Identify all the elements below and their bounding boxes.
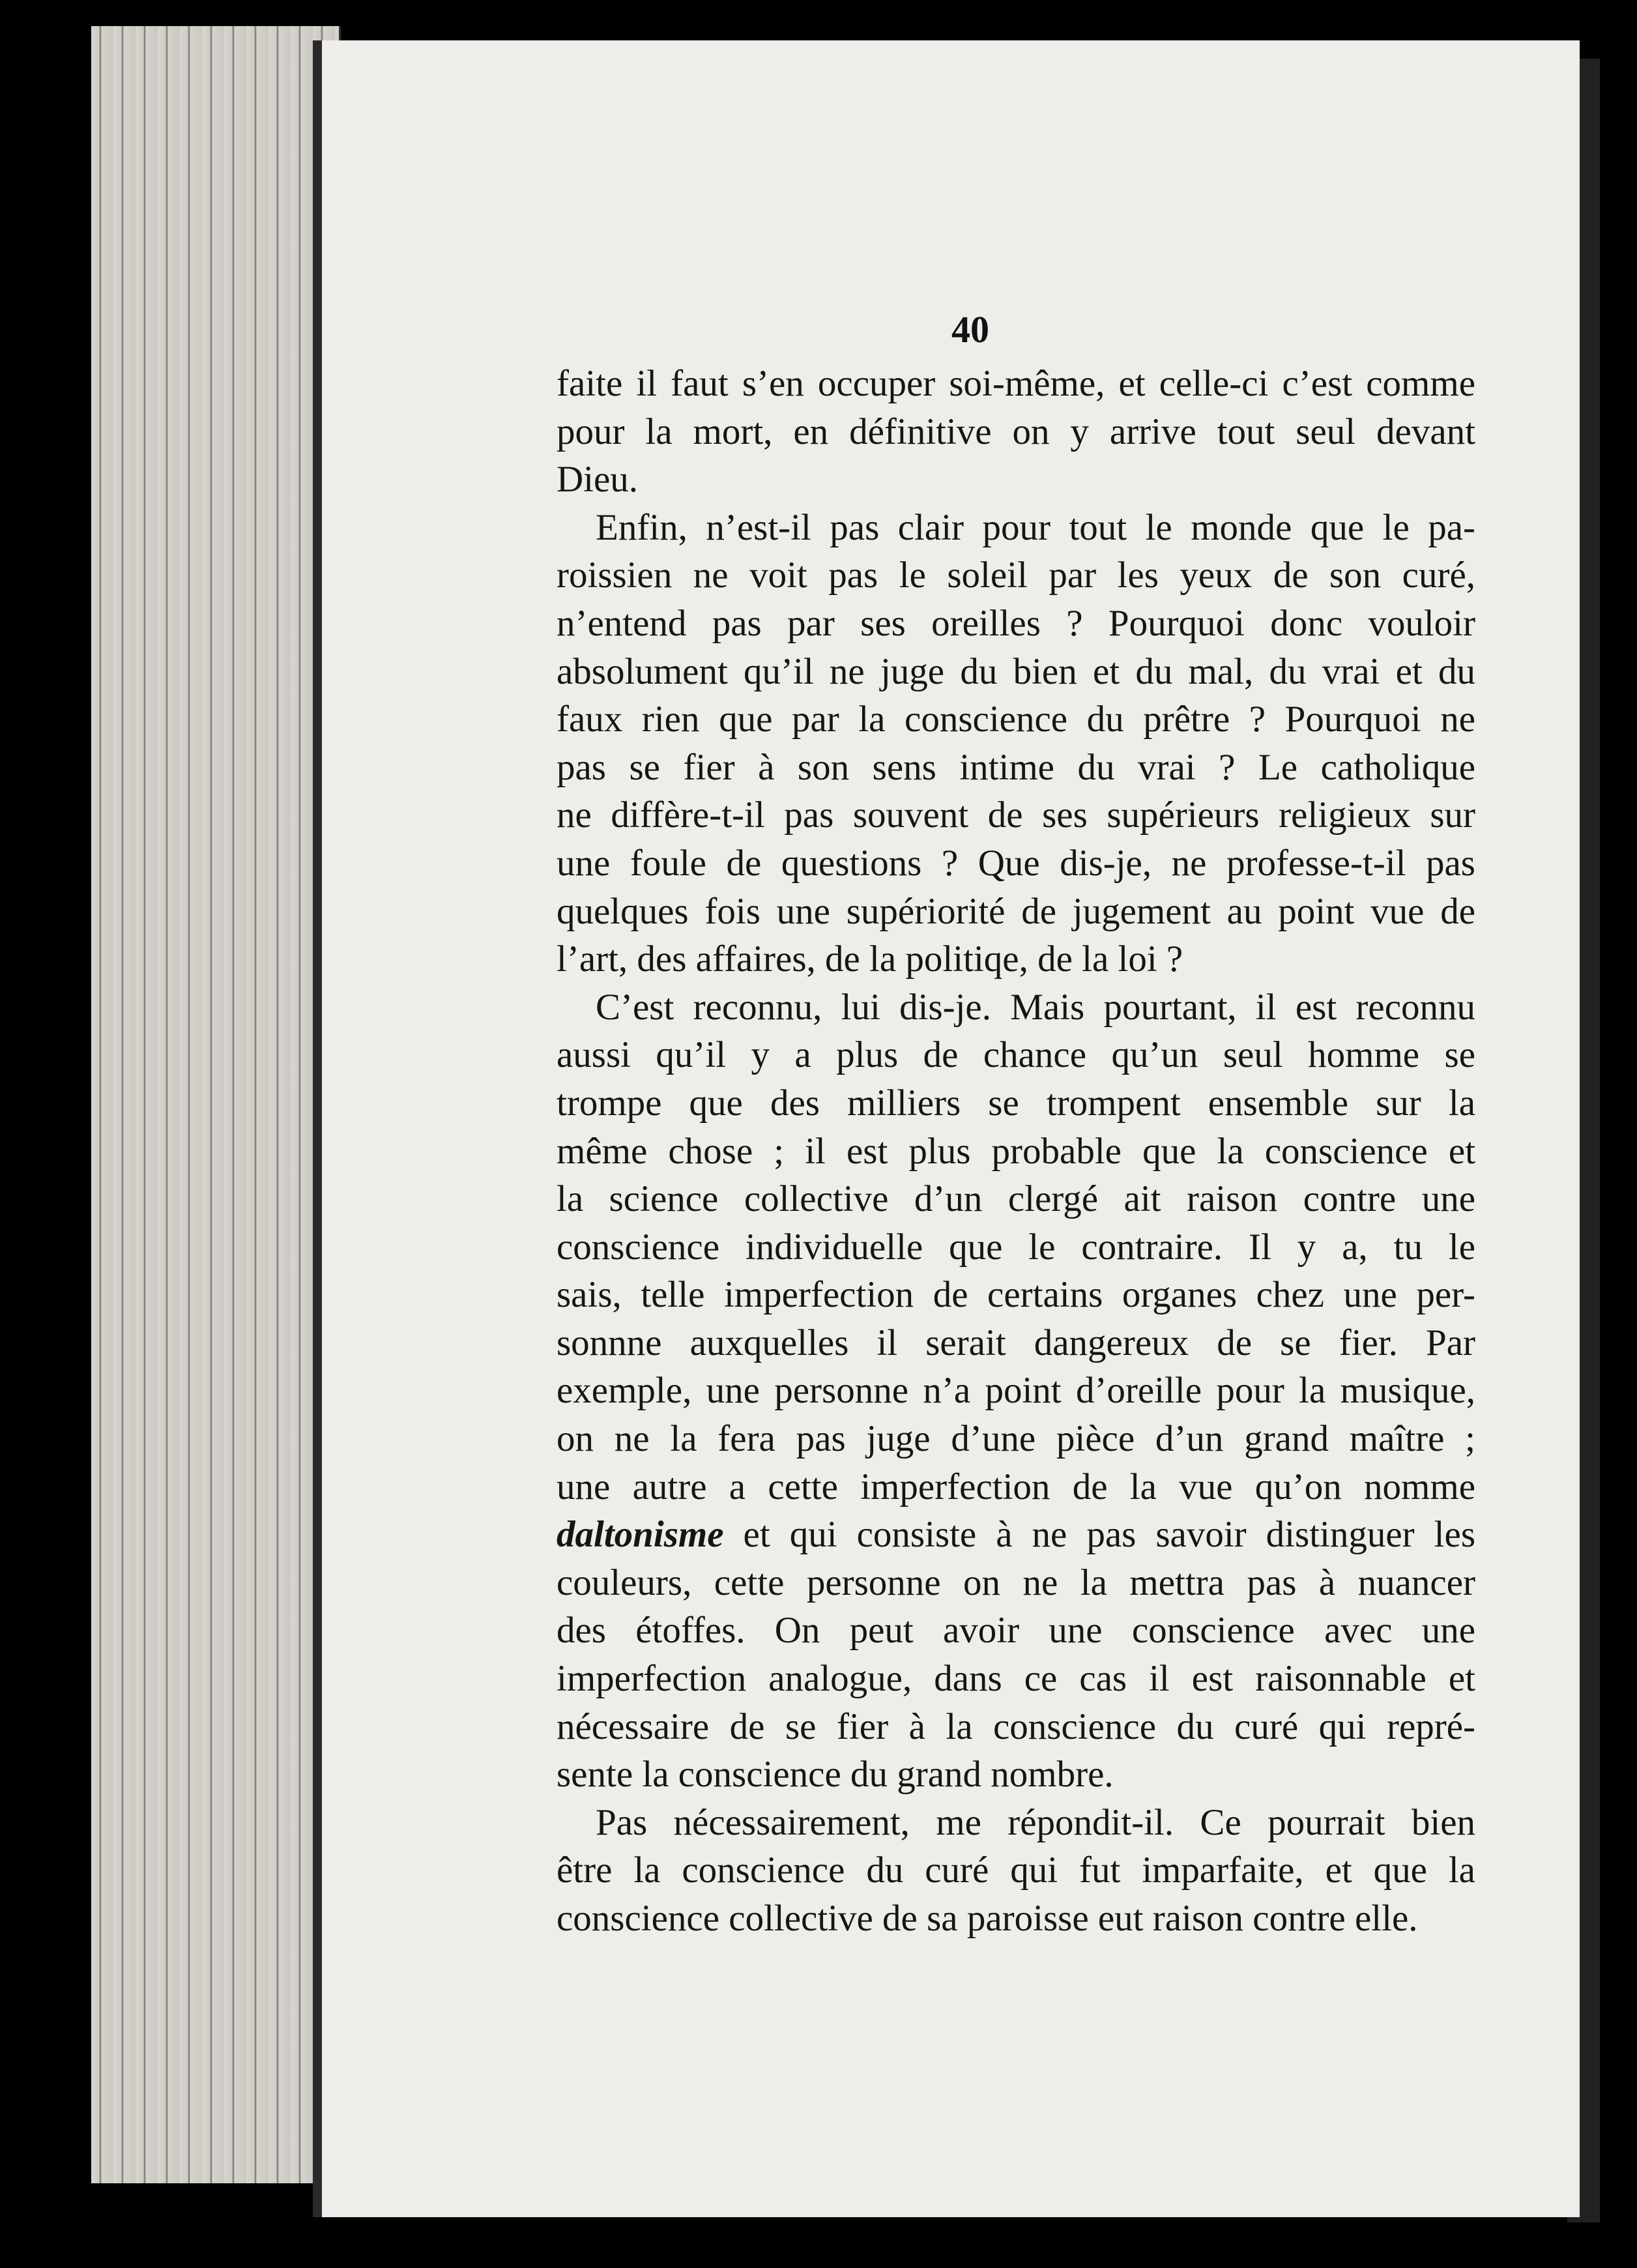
text-line <box>557 408 1475 456</box>
text-line <box>557 1463 1475 1511</box>
text-line <box>557 1031 1475 1079</box>
text-line <box>557 648 1475 696</box>
text-line <box>557 1895 1475 1943</box>
text-line <box>557 1751 1475 1799</box>
text-line <box>557 744 1475 792</box>
text-line <box>557 1655 1475 1703</box>
text-segment: roissien ne voit pas le soleil par les yeux de son curé, <box>557 555 1475 596</box>
text-line <box>557 1175 1475 1223</box>
text-segment: conscience individuelle que le contraire. Il y a, tu le <box>557 1226 1475 1268</box>
text-line <box>557 1223 1475 1272</box>
text-line <box>557 695 1475 744</box>
text-segment: exemple, une personne n’a point d’oreille pour la musique, <box>557 1370 1475 1412</box>
text-segment: Dieu. <box>557 459 639 501</box>
text-segment: n’entend pas par ses oreilles ? Pourquoi donc vouloir <box>557 602 1475 644</box>
text-segment: l’art, des affaires, de la politiqe, de la loi ? <box>557 938 1183 980</box>
text-segment: pour la mort, en définitive on y arrive tout seul devant <box>557 411 1475 452</box>
text-line <box>557 1511 1475 1559</box>
text-line <box>557 360 1475 408</box>
text-segment: Enfin, n’est-il pas clair pour tout le monde que le pa- <box>596 506 1475 548</box>
text-line <box>557 983 1475 1032</box>
text-line <box>557 888 1475 936</box>
text-segment: couleurs, cette personne on ne la mettra pas à nuancer <box>557 1562 1475 1603</box>
text-segment: pas se fier à son sens intime du vrai ? Le catholique <box>557 746 1475 788</box>
text-segment: et qui consiste à ne pas savoir distinguer les <box>723 1514 1475 1556</box>
text-segment: faite il faut s’en occuper soi-même, et celle-ci c’est comme <box>557 363 1475 404</box>
text-segment: trompe que des milliers se trompent ensemble sur la <box>557 1082 1475 1124</box>
text-segment: une autre a cette imperfection de la vue qu’on nomme <box>557 1466 1475 1507</box>
text-segment: ne diffère-t-il pas souvent de ses supérieurs religieux sur <box>557 794 1475 836</box>
text-line <box>557 1703 1475 1751</box>
text-segment: on ne la fera pas juge d’une pièce d’un grand maître ; <box>557 1418 1475 1460</box>
text-line <box>557 456 1475 504</box>
text-segment: être la conscience du curé qui fut imparfaite, et que la <box>557 1850 1475 1891</box>
text-segment: conscience collective de sa paroisse eut raison contre elle. <box>557 1898 1418 1939</box>
book-page <box>313 40 1580 2217</box>
text-line <box>557 600 1475 648</box>
text-segment: quelques fois une supériorité de jugement au point vue de <box>557 890 1475 932</box>
text-line <box>557 551 1475 600</box>
text-segment: Pas nécessairement, me répondit-il. Ce pourrait bien <box>596 1801 1475 1843</box>
italic-term: daltonisme <box>557 1514 724 1556</box>
text-line <box>557 935 1475 983</box>
text-line <box>557 1606 1475 1655</box>
book-page-edges <box>91 26 341 2183</box>
text-line <box>557 1559 1475 1607</box>
text-line <box>557 1271 1475 1319</box>
text-segment: même chose ; il est plus probable que la conscience et <box>557 1130 1475 1172</box>
text-line <box>557 1415 1475 1463</box>
text-segment: sente la conscience du grand nombre. <box>557 1754 1114 1796</box>
text-line <box>557 504 1475 552</box>
text-segment: faux rien que par la conscience du prêtre ? Pourquoi ne <box>557 699 1475 740</box>
text-line <box>557 1079 1475 1127</box>
text-segment: imperfection analogue, dans ce cas il est raisonnable et <box>557 1658 1475 1700</box>
text-segment: nécessaire de se fier à la conscience du curé qui repré- <box>557 1706 1475 1747</box>
text-segment: des étoffes. On peut avoir une conscience avec une <box>557 1610 1475 1651</box>
text-segment: sais, telle imperfection de certains organes chez une per- <box>557 1274 1475 1316</box>
text-segment: la science collective d’un clergé ait raison contre une <box>557 1178 1475 1220</box>
text-segment: absolument qu’il ne juge du bien et du mal, du vrai et du <box>557 650 1475 692</box>
text-segment: sonnne auxquelles il serait dangereux de se fier. Par <box>557 1322 1475 1363</box>
text-line <box>557 1319 1475 1367</box>
text-line <box>557 1127 1475 1176</box>
text-segment: aussi qu’il y a plus de chance qu’un seul homme se <box>557 1034 1475 1076</box>
body-text <box>557 360 1475 1943</box>
text-line <box>557 839 1475 888</box>
text-segment: C’est reconnu, lui dis-je. Mais pourtant, il est reconnu <box>596 986 1475 1028</box>
text-line <box>557 791 1475 839</box>
text-line <box>557 1367 1475 1415</box>
text-line <box>557 1799 1475 1847</box>
text-segment: une foule de questions ? Que dis-je, ne professe-t-il pas <box>557 842 1475 884</box>
page-number: 40 <box>951 308 989 351</box>
text-line <box>557 1846 1475 1895</box>
